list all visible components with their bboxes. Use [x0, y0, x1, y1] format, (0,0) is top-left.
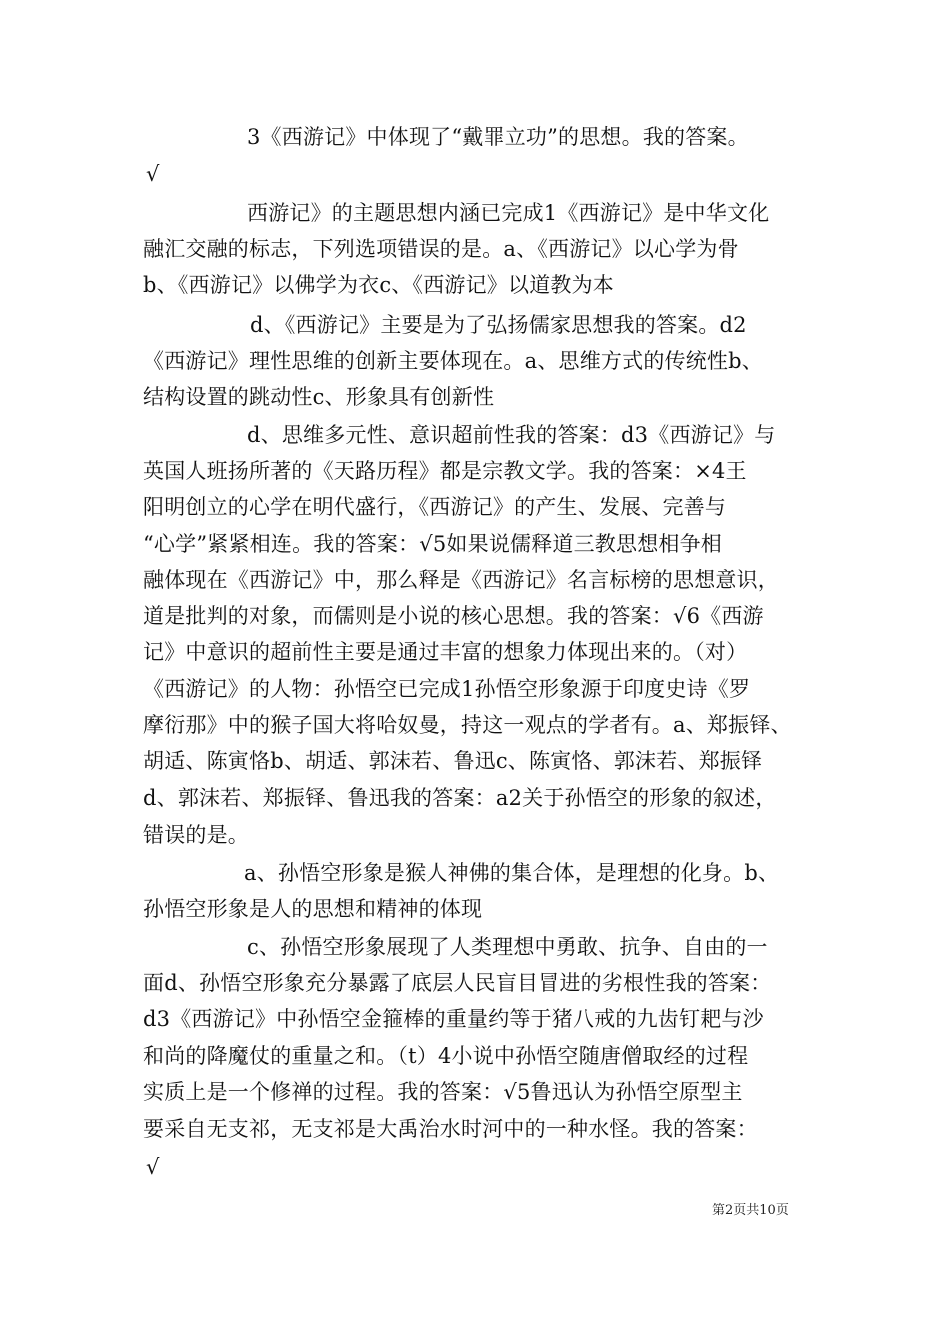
text-line: 胡适、陈寅恪b、胡适、郭沫若、鲁迅c、陈寅恪、郭沫若、郑振铎 — [143, 749, 763, 773]
text-line: “心学”紧紧相连。我的答案：√5如果说儒释道三教思想相争相 — [143, 532, 723, 556]
text-line: 和尚的降魔仗的重量之和。（t）4小说中孙悟空随唐僧取经的过程 — [143, 1044, 749, 1068]
text-line: 西游记》的主题思想内涵已完成1《西游记》是中华文化 — [247, 201, 770, 225]
text-line: √ — [146, 162, 160, 186]
text-line: 《西游记》的人物：孙悟空已完成1孙悟空形象源于印度史诗《罗 — [143, 677, 751, 701]
text-line: 记》中意识的超前性主要是通过丰富的想象力体现出来的。（对） — [143, 640, 748, 664]
text-line: 孙悟空形象是人的思想和精神的体现 — [143, 897, 483, 921]
text-line: d、《西游记》主要是为了弘扬儒家思想我的答案。d2 — [250, 313, 747, 337]
text-line: b、《西游记》以佛学为衣c、《西游记》以道教为本 — [143, 273, 615, 297]
text-line: 摩衍那》中的猴子国大将哈奴曼，持这一观点的学者有。a、郑振铎、 — [143, 713, 792, 737]
text-line: 融汇交融的标志，下列选项错误的是。a、《西游记》以心学为骨 — [143, 237, 739, 261]
text-line: 阳明创立的心学在明代盛行，《西游记》的产生、发展、完善与 — [143, 495, 727, 519]
text-line: d、郭沫若、郑振铎、鲁迅我的答案：a2关于孙悟空的形象的叙述， — [143, 786, 777, 810]
text-line: 面d、孙悟空形象充分暴露了底层人民盲目冒进的劣根性我的答案： — [143, 971, 772, 995]
text-line: √ — [146, 1155, 160, 1179]
text-line: 3《西游记》中体现了“戴罪立功”的思想。我的答案。 — [247, 125, 749, 149]
text-line: d3《西游记》中孙悟空金箍棒的重量约等于猪八戒的九齿钉耙与沙 — [143, 1007, 764, 1031]
text-line: 《西游记》理性思维的创新主要体现在。a、思维方式的传统性b、 — [143, 349, 763, 373]
text-line: d、思维多元性、意识超前性我的答案：d3《西游记》与 — [247, 423, 776, 447]
page-number: 第2页共10页 — [712, 1203, 789, 1218]
text-line: 道是批判的对象，而儒则是小说的核心思想。我的答案：√6《西游 — [143, 604, 764, 628]
text-line: 错误的是。 — [143, 823, 249, 847]
text-line: 实质上是一个修禅的过程。我的答案：√5鲁迅认为孙悟空原型主 — [143, 1080, 743, 1104]
text-line: 结构设置的跳动性c、形象具有创新性 — [143, 385, 495, 409]
text-line: 融体现在《西游记》中，那么释是《西游记》名言标榜的思想意识， — [143, 568, 779, 592]
text-line: c、孙悟空形象展现了人类理想中勇敢、抗争、自由的一 — [247, 935, 768, 959]
text-line: 英国人班扬所著的《天路历程》都是宗教文学。我的答案：×4王 — [143, 459, 747, 483]
text-line: a、孙悟空形象是猴人神佛的集合体，是理想的化身。b、 — [244, 861, 780, 885]
text-line: 要采自无支祁，无支祁是大禹治水时河中的一种水怪。我的答案： — [143, 1117, 758, 1141]
